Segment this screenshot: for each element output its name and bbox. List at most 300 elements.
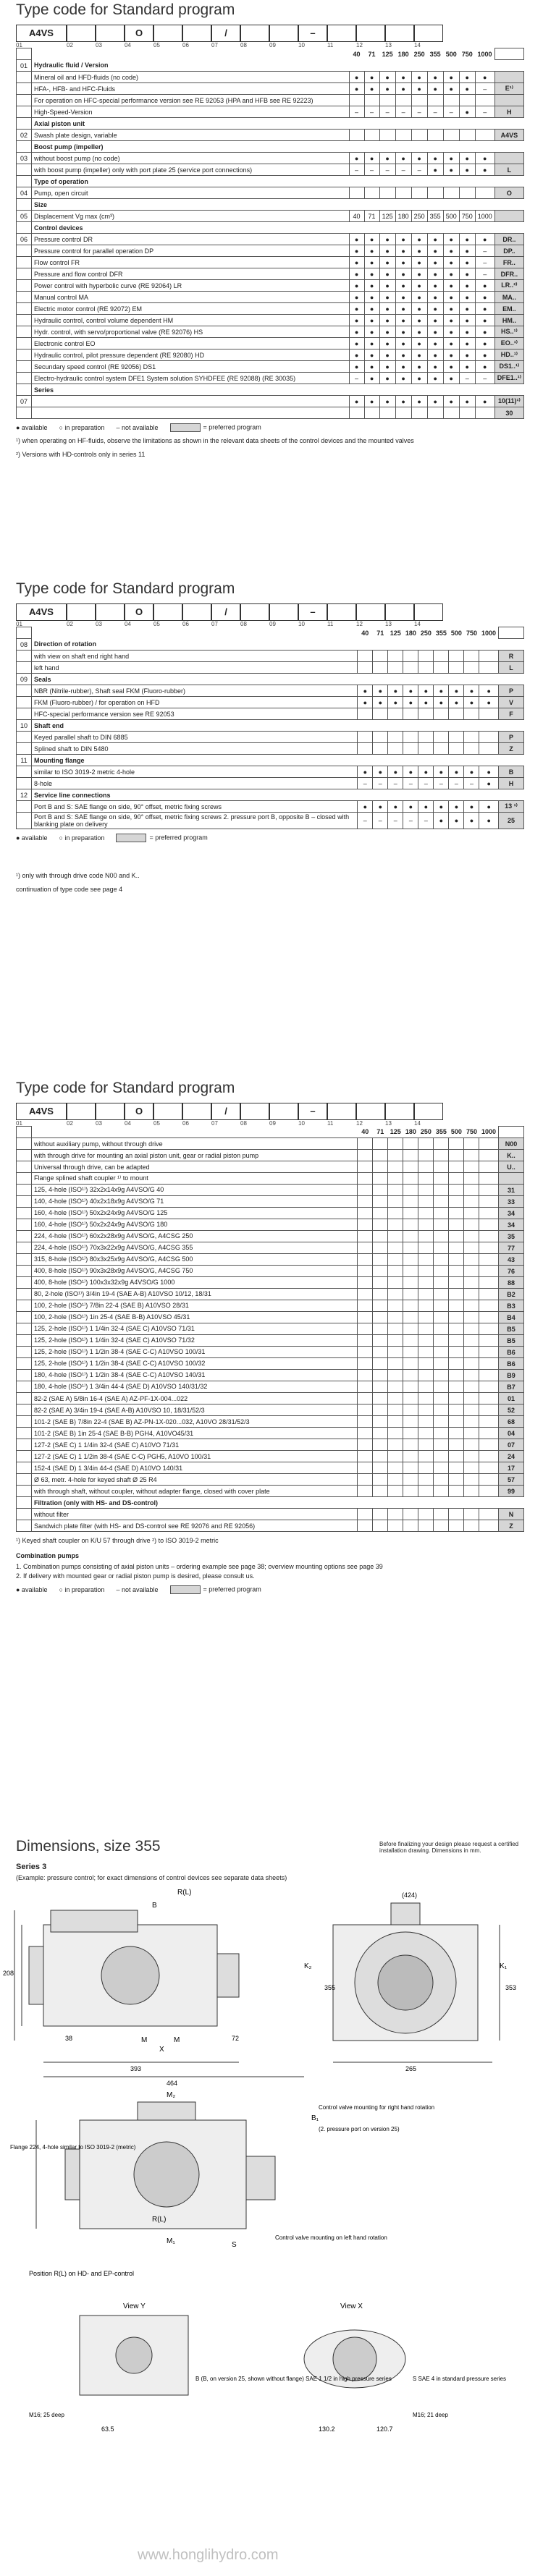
availability-cell (373, 1323, 388, 1335)
group-number (17, 1150, 32, 1161)
availability-cell (479, 1173, 499, 1185)
code-cell: FR.. (494, 257, 523, 268)
availability-cell (464, 639, 479, 651)
note-1: ¹) Keyed shaft coupler on K/U 57 through drive ²) to ISO 3019-2 metric (16, 1537, 219, 1544)
row-label: 8-hole (32, 778, 358, 789)
availability-cell (411, 384, 427, 396)
availability-cell (403, 1370, 418, 1381)
row-label: Service line connections (34, 791, 111, 799)
availability-cell (475, 141, 494, 153)
table-row (17, 407, 524, 419)
availability-cell: ● (395, 280, 411, 292)
availability-cell (373, 1509, 388, 1520)
availability-cell (403, 1231, 418, 1242)
type-code-cell (96, 25, 125, 42)
availability-cell: ● (475, 396, 494, 407)
availability-cell: ● (475, 292, 494, 303)
availability-cell (464, 1439, 479, 1451)
availability-cell (373, 1439, 388, 1451)
availability-cell: ● (427, 361, 443, 373)
availability-cell (403, 639, 418, 651)
availability-cell: ● (358, 766, 373, 778)
availability-cell (459, 141, 475, 153)
dim-38: 38 (65, 2035, 73, 2042)
availability-cell: ● (475, 234, 494, 245)
availability-cell (379, 199, 395, 211)
availability-cell: ● (427, 234, 443, 245)
availability-cell (395, 95, 411, 106)
availability-cell (434, 1323, 449, 1335)
availability-cell (379, 187, 395, 199)
availability-cell (449, 1185, 464, 1196)
code-cell (494, 60, 523, 72)
table-row (17, 48, 524, 60)
code-cell (499, 639, 524, 651)
availability-cell: – (349, 373, 364, 384)
availability-cell (418, 1266, 434, 1277)
availability-cell (418, 1404, 434, 1416)
availability-cell (464, 720, 479, 732)
group-number (17, 95, 32, 106)
code-cell (494, 222, 523, 234)
availability-cell (364, 222, 379, 234)
group-number (17, 1474, 32, 1486)
availability-cell (373, 1196, 388, 1208)
availability-cell (403, 1439, 418, 1451)
availability-cell: ● (379, 257, 395, 268)
table-row (17, 1312, 524, 1323)
availability-cell: ● (411, 280, 427, 292)
availability-cell (427, 60, 443, 72)
size-header: 125 (390, 629, 401, 637)
availability-cell (373, 1486, 388, 1497)
type-code-cell (356, 25, 385, 42)
availability-cell: ● (395, 373, 411, 384)
availability-cell (418, 1161, 434, 1173)
code-cell: B5 (499, 1323, 524, 1335)
availability-cell (479, 1393, 499, 1404)
availability-cell: ● (459, 349, 475, 361)
availability-cell (464, 1451, 479, 1462)
row-label: Pressure and flow control DFR (32, 268, 350, 280)
example-note: (Example: pressure control; for exact dimensions of control devices see separate data sheets) (16, 1874, 287, 1881)
availability-cell (449, 1231, 464, 1242)
availability-cell: ● (479, 685, 499, 697)
availability-cell (475, 95, 494, 106)
availability-cell: – (459, 373, 475, 384)
table-row (17, 639, 524, 651)
availability-cell: ● (443, 245, 459, 257)
availability-cell (464, 789, 479, 801)
availability-cell: ● (349, 292, 364, 303)
type-code-num: 09 (269, 42, 276, 48)
availability-cell (475, 118, 494, 130)
availability-cell (475, 199, 494, 211)
availability-cell (434, 789, 449, 801)
availability-cell (479, 789, 499, 801)
availability-cell (449, 720, 464, 732)
availability-cell (388, 1381, 403, 1393)
group-number (17, 1277, 32, 1289)
type-code-num: 05 (153, 42, 160, 48)
availability-cell (479, 743, 499, 755)
availability-cell (434, 651, 449, 662)
availability-cell (418, 732, 434, 743)
typecode-section-3 (0, 1078, 543, 1594)
group-number (17, 407, 32, 419)
dimension-drawing (0, 1881, 543, 2576)
availability-cell (373, 1370, 388, 1381)
availability-cell (443, 141, 459, 153)
group-number (17, 338, 32, 349)
availability-cell (418, 1277, 434, 1289)
availability-cell (388, 1474, 403, 1486)
table-row (17, 396, 524, 407)
code-cell: R (499, 651, 524, 662)
legend-preferred: = preferred program (170, 1585, 261, 1594)
availability-cell (434, 1242, 449, 1254)
code-cell: F (499, 708, 524, 720)
availability-cell: ● (364, 303, 379, 315)
availability-cell (434, 1509, 449, 1520)
code-cell: H (499, 778, 524, 789)
code-cell (499, 674, 524, 685)
availability-cell (395, 176, 411, 187)
availability-cell (464, 1208, 479, 1219)
availability-cell (449, 789, 464, 801)
table-row (17, 199, 524, 211)
table-row (17, 766, 524, 778)
table-row (17, 1347, 524, 1358)
code-cell (499, 720, 524, 732)
availability-cell: ● (411, 396, 427, 407)
availability-cell (358, 1358, 373, 1370)
availability-cell (479, 755, 499, 766)
availability-cell (403, 662, 418, 674)
availability-cell (403, 674, 418, 685)
availability-cell: ● (411, 373, 427, 384)
availability-cell (358, 743, 373, 755)
size-header: 250 (420, 1128, 432, 1136)
availability-cell (358, 1312, 373, 1323)
availability-cell (358, 674, 373, 685)
availability-cell (411, 130, 427, 141)
availability-cell: ● (427, 257, 443, 268)
availability-cell (379, 95, 395, 106)
availability-cell (349, 95, 364, 106)
availability-cell: ● (379, 361, 395, 373)
availability-cell (434, 1381, 449, 1393)
row-label: Control devices (34, 224, 83, 232)
availability-cell: ● (373, 801, 388, 813)
row-label: Port B and S: SAE flange on side, 90° offset, metric fixing screws 2. pressure port B, opposite B – closed with blanking plate on delivery (32, 813, 358, 829)
availability-cell: ● (434, 801, 449, 813)
availability-cell (388, 1266, 403, 1277)
availability-cell (373, 1289, 388, 1300)
availability-cell: ● (395, 396, 411, 407)
availability-cell (475, 130, 494, 141)
code-cell: 34 (499, 1219, 524, 1231)
b-port-note: B (B, on version 25, shown without flange) SAE 1 1/2 in high pressure series (195, 2376, 392, 2382)
availability-cell (388, 1393, 403, 1404)
row-label: 127-2 (SAE C) 1 1/4in 32-4 (SAE C) A10VO 71/31 (32, 1439, 358, 1451)
row-label: 82-2 (SAE A) 5/8in 16-4 (SAE A) AZ-PF-1X-004...022 (32, 1393, 358, 1404)
availability-cell (403, 708, 418, 720)
code-cell: B4 (499, 1312, 524, 1323)
table-row (17, 292, 524, 303)
availability-cell (434, 1393, 449, 1404)
availability-cell (373, 1428, 388, 1439)
availability-cell (449, 1219, 464, 1231)
availability-cell: 40 (349, 211, 364, 222)
availability-cell: – (379, 106, 395, 118)
row-label: without filter (32, 1509, 358, 1520)
availability-cell: ● (364, 234, 379, 245)
row-label: Size (34, 200, 48, 208)
availability-cell (418, 1439, 434, 1451)
availability-cell: ● (379, 373, 395, 384)
type-code-num: 10 (298, 1120, 305, 1127)
availability-cell (403, 1347, 418, 1358)
availability-cell: ● (379, 396, 395, 407)
availability-cell: ● (459, 292, 475, 303)
availability-cell (449, 1381, 464, 1393)
availability-cell (373, 1347, 388, 1358)
table-row (17, 1150, 524, 1161)
group-number: 02 (17, 130, 32, 141)
availability-cell (358, 1266, 373, 1277)
row-label: Electric motor control (RE 92072) EM (32, 303, 350, 315)
availability-cell (464, 1173, 479, 1185)
availability-cell (449, 662, 464, 674)
availability-cell: ● (443, 292, 459, 303)
group-number (17, 1138, 32, 1150)
code-cell: 33 (499, 1196, 524, 1208)
availability-cell (459, 130, 475, 141)
availability-cell (379, 60, 395, 72)
table-row (17, 245, 524, 257)
availability-cell (358, 732, 373, 743)
availability-cell: ● (443, 257, 459, 268)
availability-cell (418, 1381, 434, 1393)
availability-cell (403, 1520, 418, 1532)
dim-353: 353 (505, 1984, 517, 1991)
type-code-num: 06 (182, 621, 189, 627)
table-row (17, 234, 524, 245)
availability-cell (449, 639, 464, 651)
availability-cell: – (349, 164, 364, 176)
availability-cell (449, 1370, 464, 1381)
availability-cell (475, 60, 494, 72)
code-cell: DP.. (494, 245, 523, 257)
row-label: Series (34, 386, 54, 394)
availability-cell (434, 1520, 449, 1532)
group-number (17, 268, 32, 280)
availability-cell (475, 187, 494, 199)
legend (16, 834, 543, 842)
availability-cell (449, 1335, 464, 1347)
availability-cell (434, 1474, 449, 1486)
table-row (17, 1370, 524, 1381)
table-row (17, 1486, 524, 1497)
availability-cell (358, 1428, 373, 1439)
availability-cell (449, 1161, 464, 1173)
availability-cell (464, 1231, 479, 1242)
table-row (17, 1393, 524, 1404)
availability-cell (464, 708, 479, 720)
availability-cell (449, 1474, 464, 1486)
availability-cell: ● (373, 685, 388, 697)
row-label: 152-4 (SAE D) 1 3/4in 44-4 (SAE D) A10VO 140/31 (32, 1462, 358, 1474)
code-cell: L (494, 164, 523, 176)
availability-cell: ● (475, 315, 494, 326)
group-number (17, 83, 32, 95)
availability-cell (434, 1173, 449, 1185)
size-header: 1000 (481, 629, 496, 637)
availability-cell: ● (464, 685, 479, 697)
availability-cell (388, 1520, 403, 1532)
availability-cell (403, 1428, 418, 1439)
availability-cell (373, 1497, 388, 1509)
availability-cell (403, 1277, 418, 1289)
availability-cell (479, 1161, 499, 1173)
availability-cell (464, 651, 479, 662)
availability-cell: ● (364, 326, 379, 338)
availability-cell (434, 1138, 449, 1150)
availability-cell: ● (443, 83, 459, 95)
availability-cell (449, 1451, 464, 1462)
code-cell: 52 (499, 1404, 524, 1416)
availability-cell: ● (379, 72, 395, 83)
availability-cell: ● (364, 280, 379, 292)
group-number (17, 1370, 32, 1381)
availability-cell (464, 1520, 479, 1532)
availability-cell (388, 1312, 403, 1323)
availability-cell (464, 1323, 479, 1335)
table-row (17, 1451, 524, 1462)
table-row (17, 280, 524, 292)
type-code-cell: A4VS (16, 603, 67, 621)
size-header: 750 (461, 50, 473, 58)
availability-cell (479, 1451, 499, 1462)
availability-cell (418, 720, 434, 732)
row-label: 82-2 (SAE A) 3/4in 19-4 (SAE A-B) A10VSO 10, 18/31/52/3 (32, 1404, 358, 1416)
table-row (17, 1474, 524, 1486)
availability-cell (388, 1439, 403, 1451)
availability-cell (449, 755, 464, 766)
availability-cell: ● (427, 292, 443, 303)
availability-cell (479, 1242, 499, 1254)
dim-130-2: 130.2 (319, 2425, 335, 2433)
availability-cell (449, 674, 464, 685)
code-cell: 13 ¹⁾ (499, 801, 524, 813)
availability-cell: ● (418, 801, 434, 813)
type-code-cell (385, 603, 414, 621)
availability-cell (464, 1416, 479, 1428)
availability-cell (358, 1393, 373, 1404)
availability-cell (373, 789, 388, 801)
availability-cell (364, 60, 379, 72)
availability-cell: ● (349, 326, 364, 338)
group-number (17, 1312, 32, 1323)
availability-cell (364, 141, 379, 153)
availability-cell: – (379, 164, 395, 176)
table-row (17, 1185, 524, 1196)
type-code-cell (356, 603, 385, 621)
availability-cell: ● (443, 164, 459, 176)
availability-cell (358, 1138, 373, 1150)
availability-cell (388, 1416, 403, 1428)
type-code-num: 02 (67, 621, 73, 627)
availability-cell (418, 1520, 434, 1532)
availability-cell (434, 1358, 449, 1370)
availability-cell: ● (395, 349, 411, 361)
s-port-note: S SAE 4 in standard pressure series (413, 2376, 506, 2382)
table-row (17, 326, 524, 338)
availability-cell (479, 1486, 499, 1497)
table-row (17, 153, 524, 164)
availability-cell (464, 1138, 479, 1150)
availability-cell (411, 118, 427, 130)
table-row (17, 1462, 524, 1474)
table-row (17, 268, 524, 280)
availability-cell: ● (349, 245, 364, 257)
availability-cell (459, 187, 475, 199)
availability-cell (434, 1231, 449, 1242)
availability-cell (449, 1416, 464, 1428)
availability-cell: ● (373, 766, 388, 778)
availability-cell (418, 743, 434, 755)
combo-2: 2. If delivery with mounted gear or radial piston pump is desired, please consult us. (16, 1572, 255, 1580)
availability-cell (464, 1219, 479, 1231)
availability-cell (434, 1428, 449, 1439)
availability-cell: ● (459, 234, 475, 245)
type-code-num: 08 (240, 1120, 247, 1127)
row-label: 125, 2-hole (ISO¹⁾) 1 1/4in 32-4 (SAE C) A10VSO 71/31 (32, 1323, 358, 1335)
code-cell: P (499, 685, 524, 697)
table-row (17, 1231, 524, 1242)
availability-cell (479, 732, 499, 743)
group-number (17, 1231, 32, 1242)
code-cell (494, 95, 523, 106)
typecode-section-2 (0, 579, 543, 894)
table-row (17, 72, 524, 83)
row-label: 100, 2-hole (ISO¹⁾) 7/8in 22-4 (SAE B) A10VSO 28/31 (32, 1300, 358, 1312)
table-row (17, 1520, 524, 1532)
type-code-cell (327, 603, 356, 621)
availability-cell: ● (411, 72, 427, 83)
availability-cell (418, 1254, 434, 1266)
table-row (17, 60, 524, 72)
row-label: Axial piston unit (34, 119, 85, 127)
availability-cell (358, 1520, 373, 1532)
availability-cell (379, 176, 395, 187)
code-cell: B6 (499, 1358, 524, 1370)
code-cell (494, 199, 523, 211)
availability-cell (418, 789, 434, 801)
row-label: Mounting flange (34, 756, 85, 764)
group-number (17, 1323, 32, 1335)
type-code-cell: – (298, 25, 327, 42)
availability-cell: ● (459, 361, 475, 373)
row-label: NBR (Nitrile-rubber), Shaft seal FKM (Fluoro-rubber) (32, 685, 358, 697)
availability-cell (373, 1358, 388, 1370)
group-number: 05 (17, 211, 32, 222)
row-label: 224, 4-hole (ISO¹⁾) 70x3x22x9g A4VSO/G, A4CSG 355 (32, 1242, 358, 1254)
code-cell: 07 (499, 1439, 524, 1451)
availability-cell (403, 1335, 418, 1347)
availability-cell (434, 708, 449, 720)
